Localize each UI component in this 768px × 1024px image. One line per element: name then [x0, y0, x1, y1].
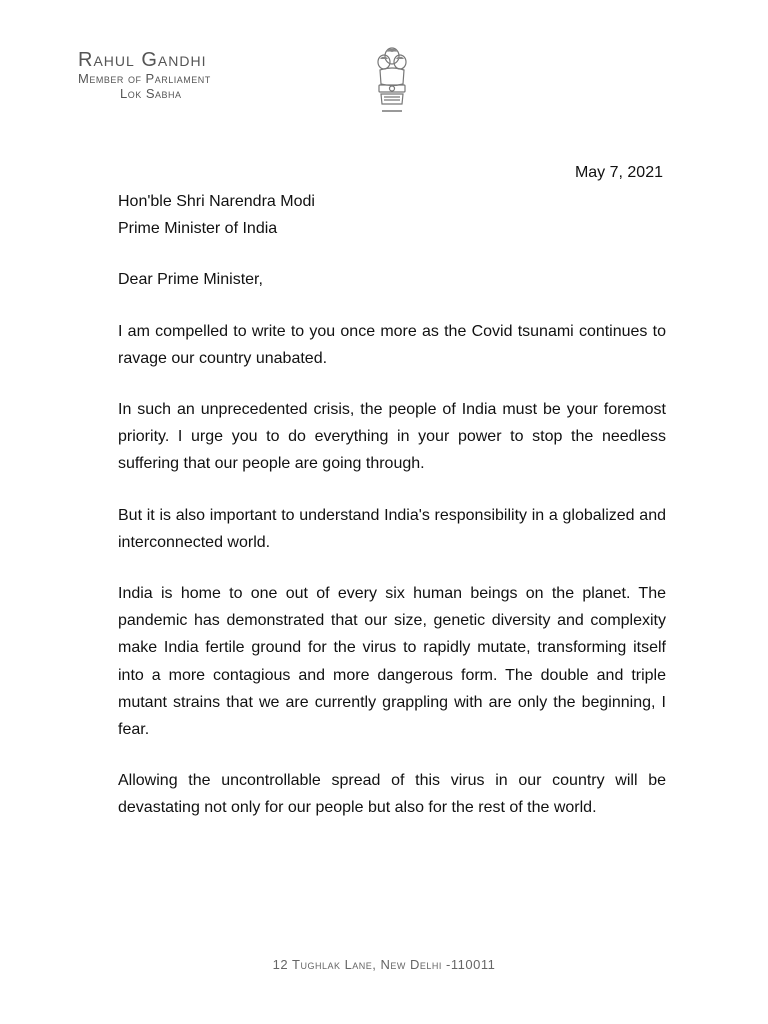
paragraph-4: India is home to one out of every six human beings on the planet. The pandemic has demonstrated that our size, genetic diversity and complexity make India fertile ground for the virus to rapidly mutate, transforming itself into a more contagious and more dangerous form. The double and triple mutant strains that we are currently grappling with are only the beginning, I fear. — [118, 585, 666, 739]
salutation: Dear Prime Minister, — [118, 271, 263, 289]
sender-house: Lok Sabha — [120, 86, 182, 101]
addressee-block — [118, 188, 666, 242]
paragraph-5: Allowing the uncontrollable spread of this virus in our country will be devastating not only for our people but also for the rest of the world. — [118, 772, 666, 817]
letter-date: May 7, 2021 — [574, 164, 663, 181]
paragraph-1: I am compelled to write to you once more as the Covid tsunami continues to ravage our country unabated. — [118, 322, 666, 367]
paragraph-2: In such an unprecedented crisis, the people of India must be your foremost priority. I urge you to do everything in your power to stop the needless suffering that our people are going through. — [118, 401, 666, 473]
letter-body — [118, 188, 666, 846]
paragraph-3: But it is also important to understand India's responsibility in a globalized and interconnected world. — [118, 506, 666, 551]
addressee-title: Prime Minister of India — [118, 220, 278, 238]
letterhead — [78, 50, 211, 100]
national-emblem-icon — [370, 44, 414, 120]
addressee-name: Hon'ble Shri Narendra Modi — [118, 193, 315, 210]
footer-address: 12 Tughlak Lane, New Delhi -110011 — [272, 957, 496, 972]
sender-role: Member of Parliament — [78, 71, 211, 86]
sender-name: Rahul Gandhi — [78, 49, 207, 71]
